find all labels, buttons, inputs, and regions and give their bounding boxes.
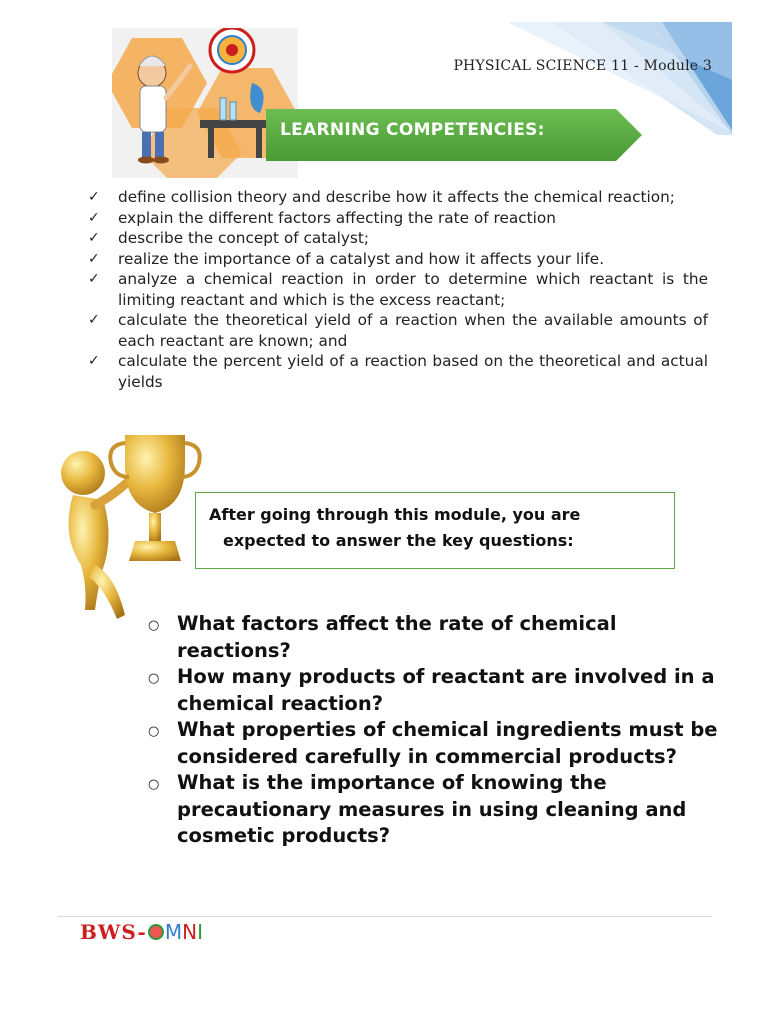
key-box-line1: After going through this module, you are xyxy=(209,505,581,524)
key-question-list xyxy=(148,611,728,850)
competency-item: ✓ describe the concept of catalyst; xyxy=(88,229,370,247)
check-icon: ✓ xyxy=(88,353,100,369)
circle-bullet-icon: ○ xyxy=(148,618,160,633)
key-question-item: ○ What factors affect the rate of chemical reactions? xyxy=(148,612,617,662)
trophy-figure-illustration xyxy=(55,425,205,630)
key-question-item: ○ What properties of chemical ingredients must be considered carefully in commercial products? xyxy=(148,718,718,768)
module-title: PHYSICAL SCIENCE 11 - Module 3 xyxy=(453,58,712,74)
circle-bullet-icon: ○ xyxy=(148,724,160,739)
check-icon: ✓ xyxy=(88,250,100,267)
competency-item: ✓ analyze a chemical reaction in order to determine which reactant is the limiting reactant and which is the excess reactant; xyxy=(88,270,708,309)
competency-item: ✓ calculate the theoretical yield of a reaction when the available amounts of each reactant are known; and xyxy=(88,311,708,350)
competencies-heading: LEARNING COMPETENCIES: xyxy=(280,120,545,140)
competency-item: ✓ realize the importance of a catalyst and how it affects your life. xyxy=(88,249,605,268)
check-icon: ✓ xyxy=(88,271,100,287)
check-icon: ✓ xyxy=(88,312,100,328)
check-icon: ✓ xyxy=(88,209,100,226)
competency-list xyxy=(88,187,708,392)
circle-bullet-icon: ○ xyxy=(148,777,160,792)
circle-bullet-icon: ○ xyxy=(148,671,160,686)
footer-divider xyxy=(58,916,712,917)
brand-omni: MNI xyxy=(164,920,203,944)
key-question-item: ○ What is the importance of knowing the precautionary measures in using cleaning and cosmetic products? xyxy=(148,771,687,847)
check-icon: ✓ xyxy=(88,230,100,246)
competency-item: ✓ calculate the percent yield of a reaction based on the theoretical and actual yields xyxy=(88,352,708,391)
brand-prefix: BWS- xyxy=(80,920,147,944)
school-logo-icon xyxy=(148,924,164,940)
competency-item: ✓ define collision theory and describe how it affects the chemical reaction; xyxy=(88,188,675,206)
key-box-line2: expected to answer the key questions: xyxy=(223,531,574,550)
check-icon: ✓ xyxy=(88,189,100,205)
competency-item: ✓ explain the different factors affecting the rate of reaction xyxy=(88,208,556,227)
key-question-item: ○ How many products of reactant are involved in a chemical reaction? xyxy=(148,665,715,715)
footer-brand xyxy=(80,920,203,944)
key-questions-box xyxy=(195,492,675,569)
